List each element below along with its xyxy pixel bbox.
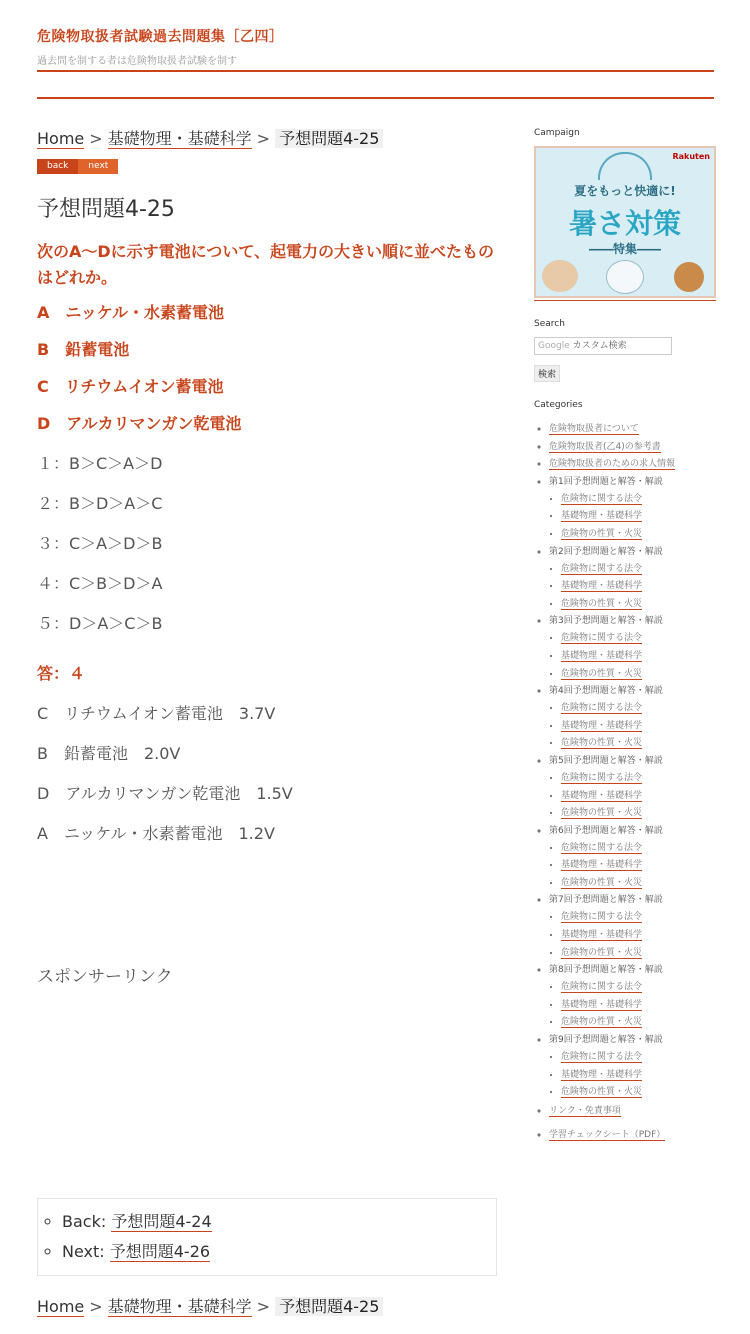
category-subitem[interactable] bbox=[561, 632, 716, 644]
breadcrumb-current: 予想問題4-25 bbox=[275, 1297, 383, 1316]
category-subitem[interactable] bbox=[561, 807, 716, 819]
main-content bbox=[37, 128, 497, 1316]
explanation-item: A ニッケル・水素蓄電池 1.2V bbox=[37, 824, 275, 843]
search-heading: Search bbox=[534, 319, 565, 329]
category-subitem[interactable] bbox=[561, 510, 716, 522]
category-sublink[interactable]: 危険物の性質・火災 bbox=[561, 668, 643, 679]
explanation-list bbox=[37, 701, 497, 844]
category-round[interactable] bbox=[549, 894, 716, 958]
post-navigation bbox=[37, 1198, 497, 1276]
category-sublist bbox=[549, 632, 716, 679]
rakuten-logo: Rakuten bbox=[672, 152, 710, 161]
choice-item: ４：C＞B＞D＞A bbox=[37, 574, 163, 593]
category-sublist bbox=[549, 842, 716, 889]
category-item[interactable] bbox=[549, 1129, 716, 1141]
pager bbox=[37, 159, 497, 174]
category-subitem[interactable] bbox=[561, 598, 716, 610]
category-subitem[interactable] bbox=[561, 1069, 716, 1081]
category-subitem[interactable] bbox=[561, 563, 716, 575]
option-item: A ニッケル・水素蓄電池 bbox=[37, 303, 224, 322]
category-subitem[interactable] bbox=[561, 981, 716, 993]
sidebar-divider bbox=[534, 300, 716, 301]
category-item[interactable] bbox=[549, 1105, 716, 1117]
sidebar bbox=[534, 128, 716, 1147]
dog-illustration-icon bbox=[674, 262, 704, 292]
breadcrumb-bottom bbox=[37, 1296, 383, 1318]
explanation-item: C リチウムイオン蓄電池 3.7V bbox=[37, 704, 276, 723]
sun-icon bbox=[598, 152, 652, 180]
category-subitem[interactable] bbox=[561, 947, 716, 959]
category-subitem[interactable] bbox=[561, 842, 716, 854]
category-sublink[interactable]: 危険物の性質・火災 bbox=[561, 598, 643, 609]
category-sublink[interactable]: 基礎物理・基礎科学 bbox=[561, 930, 643, 941]
category-link[interactable]: 危険物取扱者について bbox=[549, 424, 639, 434]
category-sublist bbox=[549, 1051, 716, 1098]
banner-line-3: ――特集―― bbox=[588, 242, 661, 256]
category-sublink[interactable]: 危険物に関する法令 bbox=[561, 842, 643, 853]
category-round-title[interactable]: 第4回予想問題と解答・解説 bbox=[549, 686, 663, 697]
category-round-title[interactable]: 第5回予想問題と解答・解説 bbox=[549, 755, 663, 766]
category-sublink[interactable]: 基礎物理・基礎科学 bbox=[561, 1069, 643, 1080]
category-subitem[interactable] bbox=[561, 877, 716, 889]
category-round-title[interactable]: 第7回予想問題と解答・解説 bbox=[549, 895, 663, 906]
article-title: 予想問題4-25 bbox=[37, 197, 175, 222]
category-sublist bbox=[549, 911, 716, 958]
category-subitem[interactable] bbox=[561, 580, 716, 592]
category-subitem[interactable] bbox=[561, 720, 716, 732]
option-item: B 鉛蓄電池 bbox=[37, 340, 130, 359]
choices-list bbox=[37, 451, 497, 634]
category-link[interactable]: リンク・免責事項 bbox=[549, 1106, 621, 1117]
header-divider bbox=[37, 70, 714, 72]
post-nav-next-label: Next: bbox=[62, 1242, 110, 1261]
girl-illustration-icon bbox=[542, 260, 578, 292]
category-sublink[interactable]: 危険物の性質・火災 bbox=[561, 808, 643, 819]
breadcrumb-home-link[interactable]: Home bbox=[37, 1297, 85, 1316]
search-button[interactable]: 検索 bbox=[534, 365, 560, 382]
category-subitem[interactable] bbox=[561, 790, 716, 802]
category-sublink[interactable]: 危険物に関する法令 bbox=[561, 633, 643, 644]
search-widget bbox=[534, 319, 716, 382]
category-sublink[interactable]: 基礎物理・基礎科学 bbox=[561, 999, 643, 1010]
category-sublink[interactable]: 危険物に関する法令 bbox=[561, 703, 643, 714]
category-subitem[interactable] bbox=[561, 737, 716, 749]
category-round[interactable] bbox=[549, 1034, 716, 1098]
choice-item: ５：D＞A＞C＞B bbox=[37, 614, 163, 633]
categories-list bbox=[534, 423, 716, 1141]
category-subitem[interactable] bbox=[561, 650, 716, 662]
category-subitem[interactable] bbox=[561, 1016, 716, 1028]
banner-line-2: 暑さ対策 bbox=[568, 207, 681, 240]
category-round[interactable] bbox=[549, 476, 716, 540]
category-subitem[interactable] bbox=[561, 772, 716, 784]
google-logo: Google bbox=[538, 341, 570, 351]
category-round[interactable] bbox=[549, 825, 716, 889]
category-round-title[interactable]: 第2回予想問題と解答・解説 bbox=[549, 546, 663, 557]
breadcrumb-separator: > bbox=[89, 1297, 103, 1316]
question-text: 次のA～Dに示す電池について、起電力の大きい順に並べたものはどれか。 bbox=[37, 242, 495, 287]
category-sublist bbox=[549, 981, 716, 1028]
category-sublink[interactable]: 危険物に関する法令 bbox=[561, 912, 643, 923]
breadcrumb-home-link[interactable]: Home bbox=[37, 129, 85, 148]
breadcrumb bbox=[37, 128, 497, 150]
bear-illustration-icon bbox=[606, 260, 644, 294]
post-nav-next bbox=[62, 1237, 496, 1267]
category-sublink[interactable]: 基礎物理・基礎科学 bbox=[561, 511, 643, 522]
explanation-item: D アルカリマンガン乾電池 1.5V bbox=[37, 784, 293, 803]
category-subitem[interactable] bbox=[561, 1051, 716, 1063]
category-sublink[interactable]: 危険物の性質・火災 bbox=[561, 1017, 643, 1028]
category-round[interactable] bbox=[549, 615, 716, 679]
breadcrumb-separator: > bbox=[256, 1297, 271, 1316]
option-item: D アルカリマンガン乾電池 bbox=[37, 414, 242, 433]
category-sublink[interactable]: 基礎物理・基礎科学 bbox=[561, 650, 643, 661]
site-header bbox=[37, 26, 714, 67]
category-subitem[interactable] bbox=[561, 493, 716, 505]
category-sublink[interactable]: 基礎物理・基礎科学 bbox=[561, 581, 643, 592]
category-sublist bbox=[549, 702, 716, 749]
category-item[interactable] bbox=[549, 423, 716, 435]
category-item[interactable] bbox=[549, 441, 716, 453]
breadcrumb-current: 予想問題4-25 bbox=[275, 129, 383, 148]
nav-divider bbox=[37, 97, 714, 99]
option-item: C リチウムイオン蓄電池 bbox=[37, 377, 224, 396]
category-sublist bbox=[549, 563, 716, 610]
sponsor-label: スポンサーリンク bbox=[37, 967, 173, 987]
explanation-item: B 鉛蓄電池 2.0V bbox=[37, 744, 181, 763]
category-subitem[interactable] bbox=[561, 702, 716, 714]
category-sublink[interactable]: 基礎物理・基礎科学 bbox=[561, 860, 643, 871]
answer-text: 答：４ bbox=[37, 664, 86, 683]
category-sublink[interactable]: 危険物の性質・火災 bbox=[561, 738, 643, 749]
category-sublink[interactable]: 危険物に関する法令 bbox=[561, 563, 643, 574]
category-link[interactable]: 学習チェックシート（PDF） bbox=[549, 1130, 666, 1141]
category-subitem[interactable] bbox=[561, 911, 716, 923]
breadcrumb-category-link[interactable]: 基礎物理・基礎科学 bbox=[107, 1297, 252, 1316]
category-sublink[interactable]: 危険物に関する法令 bbox=[561, 982, 643, 993]
category-subitem[interactable] bbox=[561, 528, 716, 540]
category-sublink[interactable]: 危険物に関する法令 bbox=[561, 1052, 643, 1063]
category-sublink[interactable]: 危険物に関する法令 bbox=[561, 493, 643, 504]
choice-item: ３：C＞A＞D＞B bbox=[37, 534, 163, 553]
category-sublink[interactable]: 危険物の性質・火災 bbox=[561, 528, 643, 539]
search-input[interactable] bbox=[534, 337, 672, 355]
next-post-link[interactable]: 予想問題4-26 bbox=[109, 1242, 211, 1261]
site-tagline: 過去問を制する者は危険物取扱者試験を制す bbox=[37, 56, 237, 67]
banner-line-1: 夏をもっと快適に! bbox=[574, 184, 676, 198]
category-round-title[interactable]: 第6回予想問題と解答・解説 bbox=[549, 825, 663, 836]
category-subitem[interactable] bbox=[561, 668, 716, 680]
category-round-title[interactable]: 第3回予想問題と解答・解説 bbox=[549, 616, 663, 627]
category-round-title[interactable]: 第9回予想問題と解答・解説 bbox=[549, 1035, 663, 1046]
next-button[interactable]: next bbox=[78, 159, 118, 174]
post-nav-back-label: Back: bbox=[62, 1212, 112, 1231]
campaign-banner[interactable] bbox=[534, 146, 716, 298]
category-sublink[interactable]: 危険物に関する法令 bbox=[561, 772, 643, 783]
category-sublink[interactable]: 危険物の性質・火災 bbox=[561, 947, 643, 958]
choice-item: ２：B＞D＞A＞C bbox=[37, 494, 163, 513]
choice-item: １：B＞C＞A＞D bbox=[37, 454, 163, 473]
category-round-title[interactable]: 第8回予想問題と解答・解説 bbox=[549, 965, 663, 976]
category-round-title[interactable]: 第1回予想問題と解答・解説 bbox=[549, 476, 663, 487]
category-sublist bbox=[549, 493, 716, 540]
category-round[interactable] bbox=[549, 964, 716, 1028]
site-title[interactable]: 危険物取扱者試験過去問題集［乙四］ bbox=[37, 29, 284, 45]
category-sublink[interactable]: 危険物の性質・火災 bbox=[561, 877, 643, 888]
search-placeholder: カスタム検索 bbox=[572, 341, 627, 351]
category-round[interactable] bbox=[549, 546, 716, 610]
category-sublist bbox=[549, 772, 716, 819]
category-sublink[interactable]: 基礎物理・基礎科学 bbox=[561, 720, 643, 731]
category-round[interactable] bbox=[549, 755, 716, 819]
categories-widget bbox=[534, 400, 716, 1141]
categories-heading: Categories bbox=[534, 400, 583, 410]
category-subitem[interactable] bbox=[561, 929, 716, 941]
breadcrumb-category-link[interactable]: 基礎物理・基礎科学 bbox=[107, 129, 252, 148]
post-nav-back bbox=[62, 1207, 496, 1237]
campaign-heading: Campaign bbox=[534, 128, 580, 138]
breadcrumb-separator: > bbox=[256, 129, 271, 148]
category-sublink[interactable]: 基礎物理・基礎科学 bbox=[561, 790, 643, 801]
category-subitem[interactable] bbox=[561, 859, 716, 871]
category-link[interactable]: 危険物取扱者のための求人情報 bbox=[549, 459, 676, 470]
previous-post-link[interactable]: 予想問題4-24 bbox=[111, 1212, 212, 1231]
back-button[interactable]: back bbox=[37, 159, 78, 174]
breadcrumb-separator: > bbox=[89, 129, 103, 148]
category-round[interactable] bbox=[549, 685, 716, 749]
category-subitem[interactable] bbox=[561, 1086, 716, 1098]
category-sublink[interactable]: 危険物の性質・火災 bbox=[561, 1087, 643, 1098]
category-subitem[interactable] bbox=[561, 999, 716, 1011]
category-link[interactable]: 危険物取扱者(乙4)の参考書 bbox=[549, 441, 661, 452]
category-item[interactable] bbox=[549, 458, 716, 470]
options-list bbox=[37, 300, 497, 434]
